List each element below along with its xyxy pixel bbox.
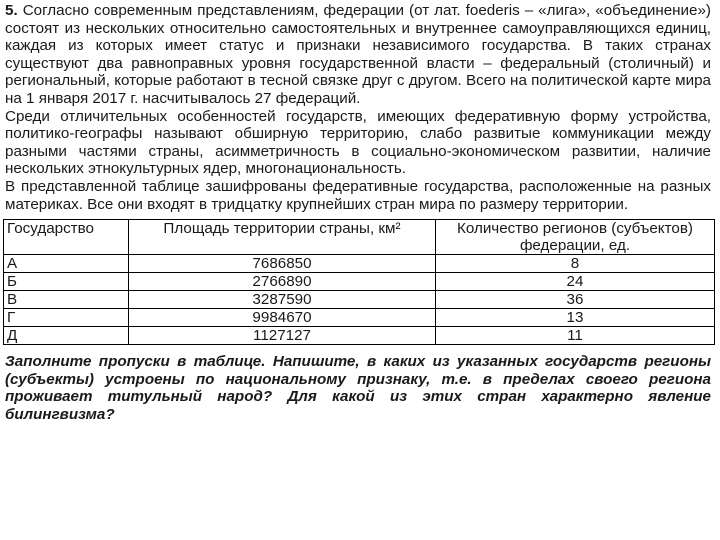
intro-text-1: Согласно современным представлениям, федерации (от лат. foederis – «лига», «объединение») состоят из нескольких относительно самостоятельных и внутреннее самоуправляющихся единиц, каждая из которых имеет статус и признаки независимого государства. В таких странах существуют два равноправных уровня государственной власти – федеральный (столичный) и региональный, которые работают в тесной связке друг с другом. Всего на политической карте мира на 1 января 2017 г. насчитывалось 27 федераций. [5,2,711,107]
intro-paragraph-2: Среди отличительных особенностей государств, имеющих федеративную форму устройства, политико-географы называют обширную территорию, слабо развитые коммуникации между разными частями страны, асимметричность в социально-экономическом развитии, наличие нескольких этнокультурных ядер, многонациональность. [5,107,711,178]
table-row [4,291,715,309]
table-row [4,273,715,291]
task-number: 5. [5,2,18,19]
cell-state: Б [4,273,129,291]
intro-paragraph-3: В представленной таблице зашифрованы федеративные государства, расположенные на разных материках. Все они входят в тридцатку крупнейших стран мира по размеру территории. [5,177,711,213]
cell-regions: 24 [436,273,715,291]
table-row [4,255,715,273]
cell-area: 3287590 [129,291,436,309]
header-area: Площадь территории страны, км² [129,220,436,255]
cell-area: 2766890 [129,273,436,291]
cell-state: Г [4,309,129,327]
cell-state: Д [4,327,129,345]
cell-area: 7686850 [129,255,436,273]
table-header-row [4,220,715,255]
cell-regions: 13 [436,309,715,327]
cell-state: А [4,255,129,273]
header-state: Государство [4,220,129,255]
intro-paragraph-1 [5,2,711,108]
cell-regions: 11 [436,327,715,345]
federations-table [3,219,715,345]
cell-regions: 8 [436,255,715,273]
task-question: Заполните пропуски в таблице. Напишите, в каких из указанных государств регионы (субъекты) устроены по национальному признаку, т.е. в пределах своего региона проживает титульный народ? Для какой из этих стран характерно явление билингвизма? [5,353,711,423]
table-row [4,327,715,345]
table-row [4,309,715,327]
cell-area: 9984670 [129,309,436,327]
header-regions: Количество регионов (субъектов) федерации, ед. [436,220,715,255]
document-page [5,2,711,424]
cell-regions: 36 [436,291,715,309]
cell-area: 1127127 [129,327,436,345]
cell-state: В [4,291,129,309]
